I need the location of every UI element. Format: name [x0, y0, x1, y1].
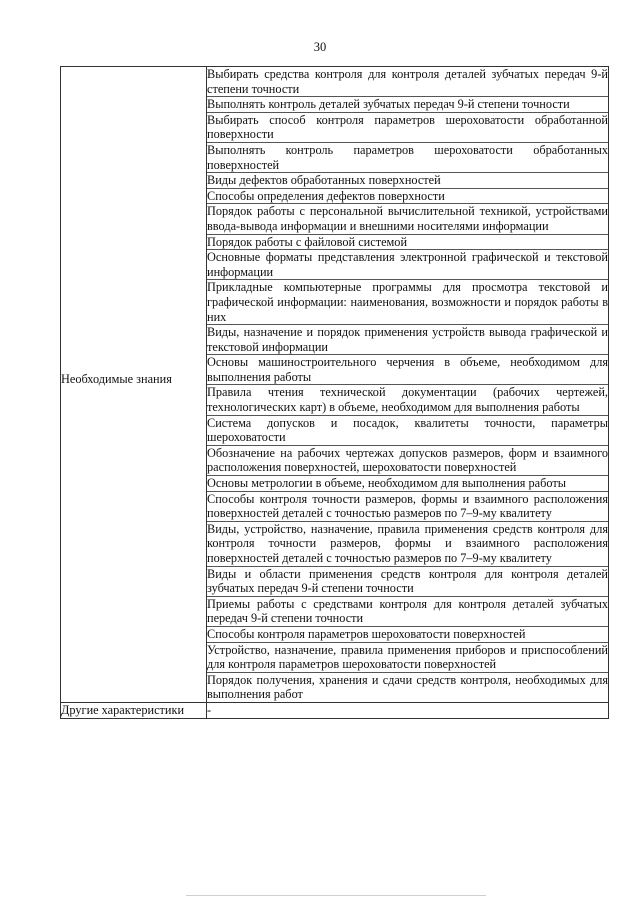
- knowledge-item: Основы машиностроительного черчения в объеме, необходимом для выполнения работы: [207, 355, 608, 384]
- knowledge-item: Обозначение на рабочих чертежах допусков размеров, форм и взаимного расположения поверхностей, шероховатости поверхностей: [207, 445, 608, 475]
- knowledge-item: Способы определения дефектов поверхности: [207, 188, 608, 204]
- knowledge-item: Порядок работы с персональной вычислительной техникой, устройствами ввода-вывода информации и внешними носителями информации: [207, 204, 608, 233]
- knowledge-items-cell: [207, 67, 609, 703]
- knowledge-item: Приемы работы с средствами контроля для контроля деталей зубчатых передач 9-й степени точности: [207, 596, 608, 626]
- knowledge-item: Выбирать средства контроля для контроля деталей зубчатых передач 9-й степени точности: [207, 67, 608, 96]
- knowledge-row: [61, 67, 609, 703]
- knowledge-item: Виды, устройство, назначение, правила применения средств контроля для контроля точности размеров, формы и взаимного расположения поверхностей деталей с точностью размеров по 7–9-му квалитету: [207, 521, 608, 565]
- other-value-cell: [207, 702, 609, 718]
- knowledge-item: Система допусков и посадок, квалитеты точности, параметры шероховатости: [207, 415, 608, 445]
- knowledge-label: Необходимые знания: [61, 372, 172, 387]
- knowledge-item: Виды дефектов обработанных поверхностей: [207, 172, 608, 188]
- other-label-cell: [61, 702, 207, 718]
- knowledge-item: Выбирать способ контроля параметров шероховатости обработанной поверхности: [207, 112, 608, 142]
- knowledge-item: Устройство, назначение, правила применения приборов и приспособлений для контроля параметров шероховатости поверхностей: [207, 642, 608, 672]
- knowledge-item: Порядок получения, хранения и сдачи средств контроля, необходимых для выполнения работ: [207, 672, 608, 702]
- knowledge-item: Основные форматы представления электронной графической и текстовой информации: [207, 250, 608, 279]
- requirements-table: [60, 66, 609, 719]
- knowledge-item: Способы контроля точности размеров, формы и взаимного расположения поверхностей деталей с точностью размеров по 7–9-му квалитету: [207, 491, 608, 521]
- scan-edge-line: [186, 895, 486, 896]
- knowledge-item: Прикладные компьютерные программы для просмотра текстовой и графической информации: наименования, возможности и порядок работы в них: [207, 280, 608, 324]
- knowledge-item: Выполнять контроль параметров шероховатости обработанных поверхностей: [207, 142, 608, 172]
- knowledge-label-cell: [61, 67, 207, 703]
- page-number: 30: [313, 40, 327, 54]
- other-row: [61, 702, 609, 718]
- other-label: Другие характеристики: [61, 702, 185, 717]
- knowledge-item: Правила чтения технической документации (рабочих чертежей, технологических карт) в объеме, необходимом для выполнения работы: [207, 385, 608, 415]
- knowledge-item: Способы контроля параметров шероховатости поверхностей: [207, 626, 608, 642]
- knowledge-item: Основы метрологии в объеме, необходимом для выполнения работы: [207, 475, 608, 491]
- other-value: -: [207, 702, 212, 717]
- knowledge-item: Виды и области применения средств контроля для контроля деталей зубчатых передач 9-й степени точности: [207, 566, 608, 596]
- knowledge-item: Выполнять контроль деталей зубчатых передач 9-й степени точности: [207, 96, 608, 112]
- knowledge-item: Виды, назначение и порядок применения устройств вывода графической и текстовой информации: [207, 325, 608, 354]
- knowledge-item: Порядок работы с файловой системой: [207, 234, 608, 250]
